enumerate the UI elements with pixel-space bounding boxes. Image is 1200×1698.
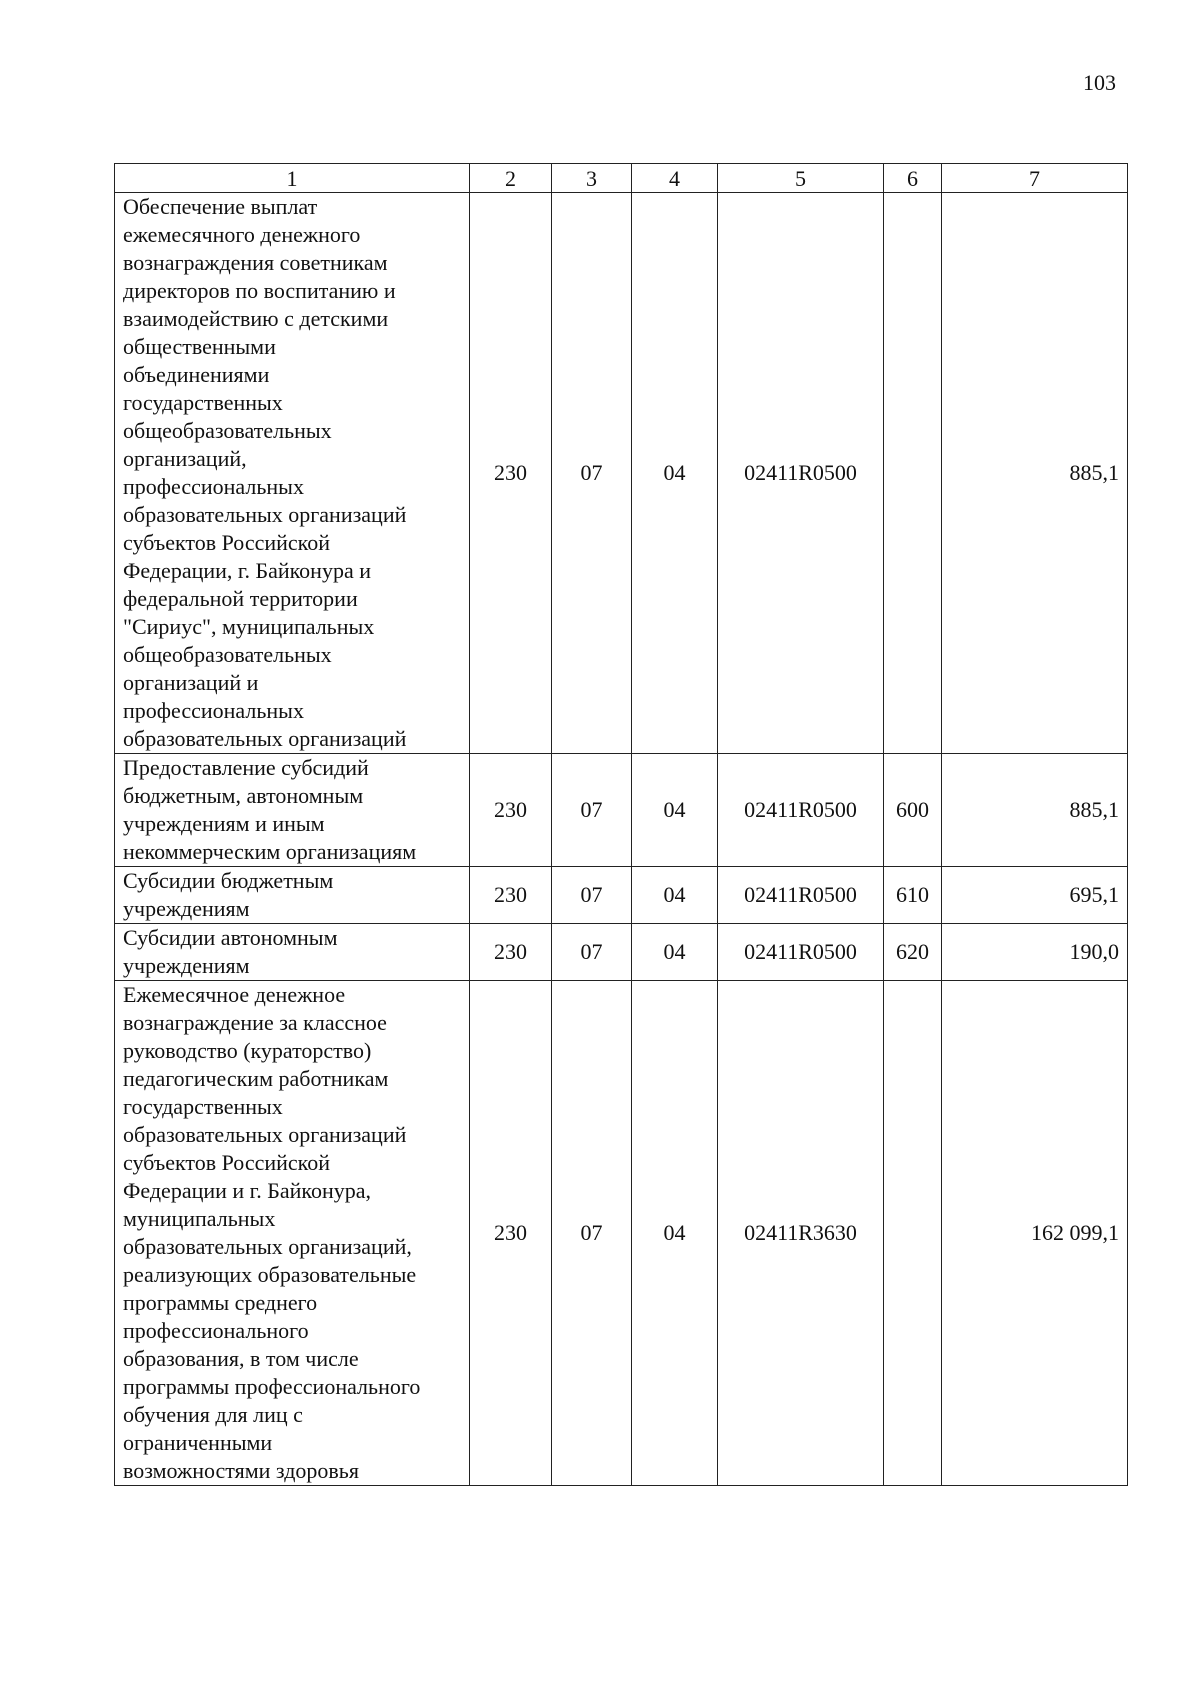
description-line: организаций и	[123, 670, 259, 695]
cell-col5: 02411R0500	[718, 924, 884, 981]
column-header-4: 4	[632, 164, 718, 193]
description-line: педагогическим работникам	[123, 1066, 389, 1091]
description-line: ежемесячного денежного	[123, 222, 361, 247]
column-header-7: 7	[942, 164, 1128, 193]
description-line: взаимодействию с детскими	[123, 306, 389, 331]
description-line: возможностями здоровья	[123, 1458, 359, 1483]
description-line: государственных	[123, 390, 283, 415]
cell-col6: 600	[884, 754, 942, 867]
budget-table	[114, 163, 1128, 1486]
description-line: некоммерческим организациям	[123, 839, 417, 864]
description-line: муниципальных	[123, 1206, 276, 1231]
description-line: Субсидии бюджетным	[123, 868, 334, 893]
description-line: обучения для лиц с	[123, 1402, 303, 1427]
row-description	[115, 193, 470, 754]
cell-col3: 07	[552, 867, 632, 924]
cell-col7: 885,1	[942, 754, 1128, 867]
description-line: государственных	[123, 1094, 283, 1119]
description-line: вознаграждение за классное	[123, 1010, 387, 1035]
description-line: организаций,	[123, 446, 247, 471]
cell-col6: 620	[884, 924, 942, 981]
cell-col2: 230	[470, 193, 552, 754]
cell-col6	[884, 193, 942, 754]
description-line: общественными	[123, 334, 276, 359]
description-line: Федерации, г. Байконура и	[123, 558, 371, 583]
column-header-6: 6	[884, 164, 942, 193]
cell-col3: 07	[552, 981, 632, 1486]
cell-col7: 162 099,1	[942, 981, 1128, 1486]
cell-col5: 02411R3630	[718, 981, 884, 1486]
description-line: образовательных организаций	[123, 502, 407, 527]
cell-col5: 02411R0500	[718, 754, 884, 867]
row-description	[115, 924, 470, 981]
cell-col4: 04	[632, 754, 718, 867]
cell-col3: 07	[552, 754, 632, 867]
cell-col7: 190,0	[942, 924, 1128, 981]
description-line: директоров по воспитанию и	[123, 278, 396, 303]
header-row	[115, 164, 1128, 193]
cell-col2: 230	[470, 981, 552, 1486]
description-line: образовательных организаций	[123, 726, 407, 751]
table-row	[115, 193, 1128, 754]
description-line: "Сириус", муниципальных	[123, 614, 375, 639]
description-line: ограниченными	[123, 1430, 273, 1455]
description-line: образовательных организаций	[123, 1122, 407, 1147]
cell-col2: 230	[470, 754, 552, 867]
description-line: общеобразовательных	[123, 642, 332, 667]
row-description	[115, 981, 470, 1486]
table-row	[115, 981, 1128, 1486]
description-line: субъектов Российской	[123, 530, 331, 555]
description-line: учреждениям	[123, 953, 250, 978]
table-row	[115, 924, 1128, 981]
cell-col5: 02411R0500	[718, 867, 884, 924]
description-line: федеральной территории	[123, 586, 358, 611]
description-line: программы среднего	[123, 1290, 318, 1315]
description-line: профессионального	[123, 1318, 309, 1343]
description-line: Обеспечение выплат	[123, 194, 318, 219]
cell-col3: 07	[552, 924, 632, 981]
description-line: образовательных организаций,	[123, 1234, 412, 1259]
description-line: реализующих образовательные	[123, 1262, 417, 1287]
description-line: программы профессионального	[123, 1374, 421, 1399]
description-line: Субсидии автономным	[123, 925, 338, 950]
column-header-3: 3	[552, 164, 632, 193]
description-line: бюджетным, автономным	[123, 783, 364, 808]
column-header-5: 5	[718, 164, 884, 193]
table-body	[115, 193, 1128, 1486]
column-header-2: 2	[470, 164, 552, 193]
description-line: профессиональных	[123, 698, 304, 723]
cell-col4: 04	[632, 981, 718, 1486]
row-description	[115, 867, 470, 924]
cell-col7: 695,1	[942, 867, 1128, 924]
cell-col4: 04	[632, 924, 718, 981]
cell-col4: 04	[632, 867, 718, 924]
row-description	[115, 754, 470, 867]
description-line: Ежемесячное денежное	[123, 982, 346, 1007]
description-line: руководство (кураторство)	[123, 1038, 372, 1063]
cell-col5: 02411R0500	[718, 193, 884, 754]
table-row	[115, 867, 1128, 924]
cell-col3: 07	[552, 193, 632, 754]
cell-col6: 610	[884, 867, 942, 924]
description-line: Федерации и г. Байконура,	[123, 1178, 371, 1203]
description-line: Предоставление субсидий	[123, 755, 369, 780]
description-line: учреждениям	[123, 896, 250, 921]
description-line: объединениями	[123, 362, 270, 387]
description-line: вознаграждения советникам	[123, 250, 388, 275]
description-line: профессиональных	[123, 474, 304, 499]
table-row	[115, 754, 1128, 867]
description-line: учреждениям и иным	[123, 811, 325, 836]
description-line: субъектов Российской	[123, 1150, 331, 1175]
page-number: 103	[1083, 70, 1116, 95]
cell-col4: 04	[632, 193, 718, 754]
cell-col6	[884, 981, 942, 1486]
description-line: общеобразовательных	[123, 418, 332, 443]
cell-col2: 230	[470, 924, 552, 981]
column-header-1: 1	[115, 164, 470, 193]
cell-col7: 885,1	[942, 193, 1128, 754]
description-line: образования, в том числе	[123, 1346, 359, 1371]
cell-col2: 230	[470, 867, 552, 924]
